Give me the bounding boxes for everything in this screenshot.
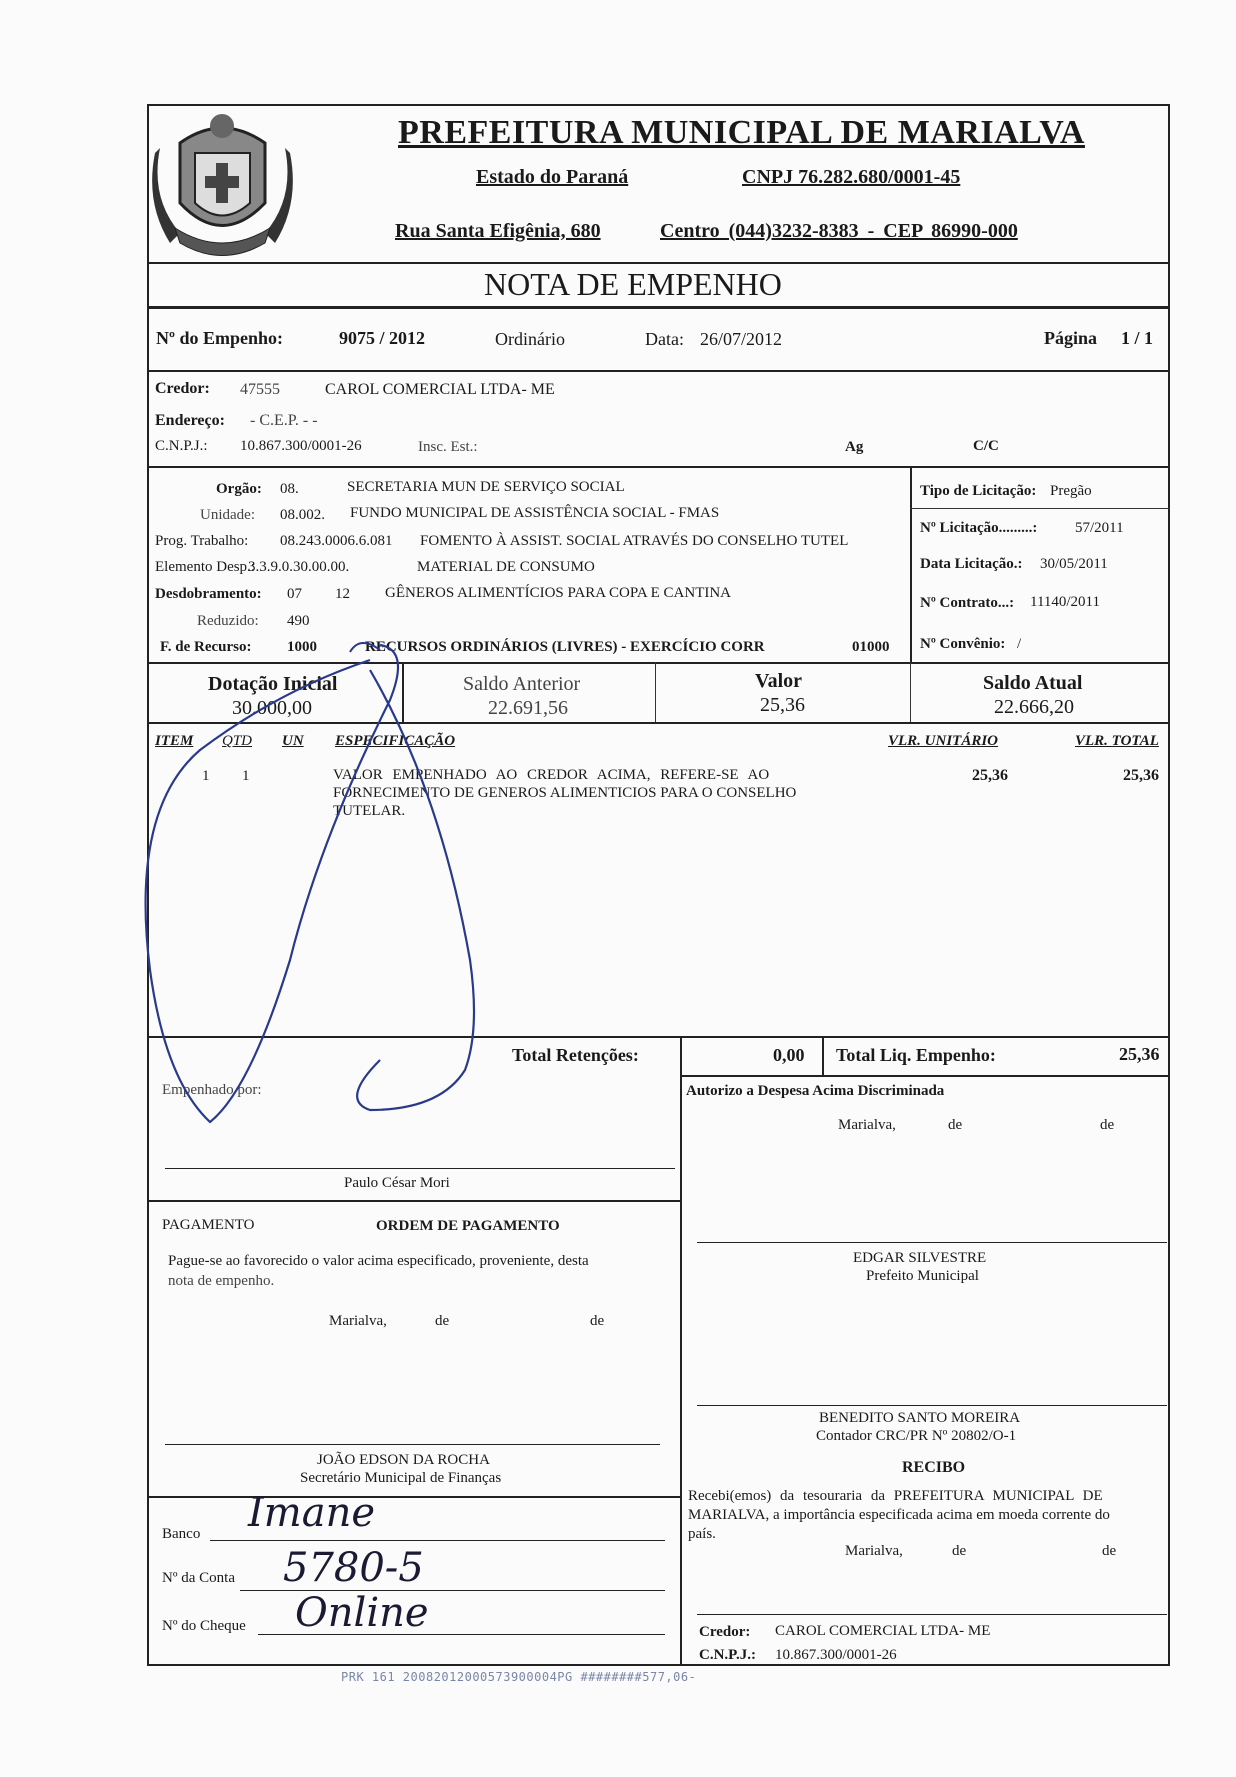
- prefeito-name: EDGAR SILVESTRE: [853, 1250, 987, 1266]
- convenio-label: Nº Convênio:: [920, 636, 1006, 652]
- coat-of-arms-icon: [150, 108, 295, 260]
- convenio: /: [1017, 636, 1022, 652]
- ag-label: Ag: [845, 439, 864, 455]
- pagamento-text2: nota de empenho.: [168, 1273, 275, 1289]
- credor-label: Credor:: [155, 380, 210, 397]
- desdob-a: 07: [287, 586, 302, 602]
- address-rest: Centro (044)3232-8383 - CEP 86990-000: [660, 220, 1018, 242]
- marialva-text: Marialva,: [838, 1117, 896, 1133]
- retencoes-value: 0,00: [773, 1045, 805, 1065]
- col-item: ITEM: [155, 733, 194, 749]
- marialva-text: Marialva,: [845, 1543, 903, 1559]
- recibo-credor-name: CAROL COMERCIAL LTDA- ME: [775, 1623, 991, 1639]
- empenho-number-label: Nº do Empenho:: [156, 328, 283, 348]
- signature-line: [697, 1405, 1167, 1406]
- field-line: [210, 1540, 665, 1541]
- pagamento-label: PAGAMENTO: [162, 1217, 255, 1233]
- contrato-label: Nº Contrato...:: [920, 595, 1015, 611]
- cheque-handwriting: Online: [295, 1590, 429, 1636]
- divider: [147, 466, 1170, 468]
- item-espec-line3: TUTELAR.: [333, 803, 406, 819]
- divider: [822, 1036, 824, 1076]
- tipo-licitacao-label: Tipo de Licitação:: [920, 483, 1037, 499]
- recibo-credor-label: Credor:: [699, 1624, 751, 1640]
- address-street: Rua Santa Efigênia, 680: [395, 220, 601, 242]
- address-label: Endereço:: [155, 412, 225, 429]
- banco-handwriting: Imane: [248, 1490, 376, 1536]
- unidade-name: FUNDO MUNICIPAL DE ASSISTÊNCIA SOCIAL - FMAS: [350, 505, 720, 521]
- divider: [910, 508, 1170, 509]
- ordem-label: ORDEM DE PAGAMENTO: [376, 1218, 560, 1234]
- saldo-atual-label: Saldo Atual: [983, 672, 1083, 694]
- col-vlr-unitario: VLR. UNITÁRIO: [888, 733, 999, 749]
- orgao-label: Orgão:: [216, 481, 262, 497]
- fonte-label: F. de Recurso:: [160, 639, 252, 655]
- item-unit-value: 25,36: [972, 767, 1008, 784]
- dotacao-value: 30.000,00: [232, 697, 312, 719]
- item-total-value: 25,36: [1123, 767, 1159, 784]
- liquido-value: 25,36: [1119, 1044, 1160, 1064]
- pagamento-text1: Pague-se ao favorecido o valor acima especificado, proveniente, desta: [168, 1253, 589, 1269]
- item-espec-line1: VALOR EMPENHADO AO CREDOR ACIMA, REFERE-SE AO: [333, 767, 770, 783]
- item-qtd: 1: [242, 768, 250, 784]
- divider: [147, 370, 1170, 372]
- de-text: de: [435, 1313, 450, 1329]
- tipo-licitacao: Pregão: [1050, 483, 1092, 499]
- credor-code: 47555: [240, 381, 280, 398]
- valor-value: 25,36: [760, 694, 805, 716]
- page-number: 1 / 1: [1121, 328, 1154, 348]
- conta-label: Nº da Conta: [162, 1570, 235, 1586]
- prog-name: FOMENTO À ASSIST. SOCIAL ATRAVÉS DO CONSELHO TUTEL: [420, 533, 849, 549]
- orgao-name: SECRETARIA MUN DE SERVIÇO SOCIAL: [347, 479, 625, 495]
- data-licitacao: 30/05/2011: [1040, 556, 1108, 572]
- fonte-extra: 01000: [852, 639, 890, 655]
- desdob-name: GÊNEROS ALIMENTÍCIOS PARA COPA E CANTINA: [385, 585, 732, 601]
- prog-label: Prog. Trabalho:: [155, 533, 249, 549]
- autorizo-text: Autorizo a Despesa Acima Discriminada: [686, 1083, 945, 1099]
- barcode-text: PRK 161 20082012000573900004PG ########577,06-: [341, 1670, 697, 1684]
- empenho-type: Ordinário: [495, 329, 565, 349]
- de-text: de: [1100, 1117, 1115, 1133]
- de-text: de: [952, 1543, 967, 1559]
- col-un: UN: [282, 733, 304, 749]
- col-qtd: QTD: [222, 733, 253, 749]
- fonte-code: 1000: [287, 639, 317, 655]
- data-licitacao-label: Data Licitação.:: [920, 556, 1023, 572]
- col-especificacao: ESPECIFICAÇÃO: [335, 733, 456, 749]
- credor-name: CAROL COMERCIAL LTDA- ME: [325, 381, 555, 398]
- fonte-name: RECURSOS ORDINÁRIOS (LIVRES) - EXERCÍCIO CORR: [365, 639, 765, 655]
- recibo-cnpj-label: C.N.P.J.:: [699, 1647, 756, 1663]
- pen-stroke-icon: [140, 640, 510, 1130]
- contador-name: BENEDITO SANTO MOREIRA: [819, 1410, 1021, 1426]
- orgao-code: 08.: [280, 481, 299, 497]
- date-label: Data:: [645, 329, 684, 349]
- empenho-number: 9075 / 2012: [339, 328, 426, 348]
- secretario-name: JOÃO EDSON DA ROCHA: [317, 1452, 490, 1468]
- recibo-title: RECIBO: [902, 1459, 966, 1476]
- divider: [147, 262, 1170, 264]
- credor-cnpj: 10.867.300/0001-26: [240, 438, 362, 454]
- divider: [680, 1036, 682, 1076]
- ie-label: Insc. Est.:: [418, 439, 478, 455]
- empenho-date: 26/07/2012: [700, 329, 783, 349]
- marialva-text: Marialva,: [329, 1313, 387, 1329]
- de-text: de: [948, 1117, 963, 1133]
- cnpj-label: C.N.P.J.:: [155, 438, 208, 454]
- valor-label: Valor: [755, 670, 803, 692]
- reduzido-value: 490: [287, 613, 310, 629]
- divider: [680, 1075, 1170, 1077]
- saldo-anterior-label: Saldo Anterior: [463, 673, 581, 695]
- conta-handwriting: 5780-5: [283, 1545, 424, 1591]
- banco-label: Banco: [162, 1526, 201, 1542]
- desdob-b: 12: [335, 586, 350, 602]
- signature-line: [165, 1444, 660, 1445]
- elemento-label: Elemento Desp.:: [155, 559, 255, 575]
- doc-title: NOTA DE EMPENHO: [484, 266, 782, 302]
- divider: [147, 1200, 680, 1202]
- signature-line: [165, 1168, 675, 1169]
- cc-label: C/C: [973, 438, 999, 454]
- recibo-text1: Recebi(emos) da tesouraria da PREFEITURA MUNICIPAL DE: [688, 1488, 1103, 1504]
- divider: [910, 466, 912, 664]
- item-number: 1: [202, 768, 210, 784]
- dotacao-label: Dotação Inicial: [208, 673, 338, 695]
- credor-address: - C.E.P. - -: [250, 412, 318, 429]
- contador-title: Contador CRC/PR Nº 20802/O-1: [816, 1428, 1017, 1444]
- recibo-text3: país.: [688, 1526, 716, 1542]
- page-label: Página: [1044, 328, 1098, 348]
- contrato: 11140/2011: [1030, 594, 1100, 610]
- state-text: Estado do Paraná: [476, 166, 629, 188]
- retencoes-label: Total Retenções:: [512, 1045, 639, 1065]
- reduzido-label: Reduzido:: [197, 613, 259, 629]
- recibo-cnpj: 10.867.300/0001-26: [775, 1647, 897, 1663]
- divider: [655, 662, 656, 722]
- prefeito-title: Prefeito Municipal: [866, 1268, 979, 1284]
- saldo-anterior-value: 22.691,56: [488, 697, 568, 719]
- cheque-label: Nº do Cheque: [162, 1618, 246, 1634]
- de-text: de: [590, 1313, 605, 1329]
- num-licitacao-label: Nº Licitação.........:: [920, 520, 1038, 536]
- liquido-label: Total Liq. Empenho:: [836, 1045, 996, 1065]
- page-title: PREFEITURA MUNICIPAL DE MARIALVA: [398, 114, 1085, 151]
- de-text: de: [1102, 1543, 1117, 1559]
- signature-line: [697, 1242, 1167, 1243]
- elemento-code: 3.3.9.0.30.00.00.: [248, 559, 350, 575]
- empenhado-name: Paulo César Mori: [344, 1175, 450, 1191]
- empenhado-label: Empenhado por:: [162, 1082, 262, 1098]
- desdob-label: Desdobramento:: [155, 586, 262, 602]
- saldo-atual-value: 22.666,20: [994, 696, 1074, 718]
- col-vlr-total: VLR. TOTAL: [1075, 733, 1159, 749]
- unidade-label: Unidade:: [200, 507, 255, 523]
- divider: [147, 1496, 680, 1498]
- cnpj-text: CNPJ 76.282.680/0001-45: [742, 166, 961, 188]
- divider: [680, 1075, 682, 1666]
- num-licitacao: 57/2011: [1075, 520, 1124, 536]
- divider: [910, 662, 911, 722]
- recibo-text2: MARIALVA, a importância especificada acima em moeda corrente do: [688, 1507, 1110, 1523]
- divider: [147, 306, 1170, 309]
- elemento-name: MATERIAL DE CONSUMO: [417, 559, 595, 575]
- secretario-title: Secretário Municipal de Finanças: [300, 1470, 502, 1486]
- item-espec-line2: FORNECIMENTO DE GENEROS ALIMENTICIOS PARA O CONSELHO: [333, 785, 797, 801]
- signature-line: [697, 1614, 1167, 1615]
- unidade-code: 08.002.: [280, 507, 325, 523]
- prog-code: 08.243.0006.6.081: [280, 533, 393, 549]
